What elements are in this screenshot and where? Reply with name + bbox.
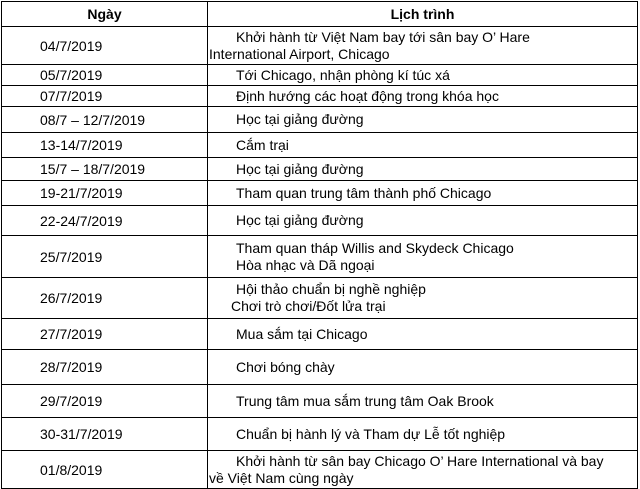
schedule-line: Trung tâm mua sắm trung tâm Oak Brook: [236, 392, 494, 409]
schedule-line: Định hướng các hoạt động trong khóa học: [236, 87, 499, 104]
date-header: Ngày: [2, 2, 208, 27]
table-row: [2, 206, 638, 236]
table-row: [2, 133, 638, 158]
schedule-line: Tới Chicago, nhận phòng kí túc xá: [236, 66, 450, 83]
date-cell: 19-21/7/2019: [2, 181, 208, 206]
schedule-cell: [208, 385, 638, 418]
date-cell: 29/7/2019: [2, 385, 208, 418]
header-row: [2, 2, 638, 27]
schedule-cell: [208, 418, 638, 451]
date-cell: 27/7/2019: [2, 319, 208, 350]
table-row: [2, 107, 638, 133]
date-cell: 25/7/2019: [2, 236, 208, 278]
schedule-line: Tham quan trung tâm thành phố Chicago: [236, 184, 492, 201]
schedule-line: Chơi trò chơi/Đốt lửa trại: [231, 298, 386, 314]
schedule-header: Lịch trình: [208, 2, 638, 27]
date-cell: 15/7 – 18/7/2019: [2, 158, 208, 181]
table-row: [2, 451, 638, 489]
schedule-table: [1, 1, 638, 489]
schedule-cell: [208, 65, 638, 86]
schedule-cell: [208, 27, 638, 65]
schedule-cell: [208, 278, 638, 319]
date-cell: 30-31/7/2019: [2, 418, 208, 451]
schedule-cell: [208, 107, 638, 133]
table-row: [2, 158, 638, 181]
date-cell: 22-24/7/2019: [2, 206, 208, 236]
schedule-cell: [208, 319, 638, 350]
table-row: [2, 278, 638, 319]
table-row: [2, 181, 638, 206]
schedule-line: Cắm trại: [236, 136, 289, 153]
table-row: [2, 65, 638, 86]
table-row: [2, 27, 638, 65]
schedule-line: Tham quan tháp Willis and Skydeck Chicago: [236, 239, 514, 256]
schedule-line: Hòa nhạc và Dã ngoại: [236, 256, 375, 273]
table-row: [2, 319, 638, 350]
schedule-line: Hội thảo chuẩn bị nghề nghiệp: [236, 281, 426, 297]
schedule-line: Khởi hành từ sân bay Chicago O’ Hare International và bay: [236, 452, 604, 469]
date-cell: 28/7/2019: [2, 350, 208, 385]
date-cell: 05/7/2019: [2, 65, 208, 86]
schedule-cell: [208, 206, 638, 236]
schedule-line: Chơi bóng chày: [236, 358, 335, 375]
schedule-cell: [208, 158, 638, 181]
table-row: [2, 418, 638, 451]
schedule-line: Chuẩn bị hành lý và Tham dự Lễ tốt nghiệp: [236, 425, 506, 442]
date-cell: 26/7/2019: [2, 278, 208, 319]
date-cell: 13-14/7/2019: [2, 133, 208, 158]
schedule-line: Học tại giảng đường: [236, 212, 364, 228]
schedule-line: về Việt Nam cùng ngày: [209, 469, 354, 486]
schedule-cell: [208, 350, 638, 385]
schedule-cell: [208, 133, 638, 158]
schedule-cell: [208, 451, 638, 489]
date-cell: 08/7 – 12/7/2019: [2, 107, 208, 133]
date-cell: 01/8/2019: [2, 451, 208, 489]
schedule-cell: [208, 86, 638, 107]
table-row: [2, 385, 638, 418]
table-row: [2, 236, 638, 278]
schedule-line: Mua sắm tại Chicago: [236, 325, 368, 342]
schedule-cell: [208, 236, 638, 278]
schedule-line: Học tại giảng đường: [236, 111, 364, 127]
schedule-line: International Airport, Chicago: [209, 45, 390, 62]
table-row: [2, 86, 638, 107]
date-cell: 07/7/2019: [2, 86, 208, 107]
schedule-line: Học tại giảng đường: [236, 160, 364, 177]
schedule-cell: [208, 181, 638, 206]
schedule-line: Khởi hành từ Việt Nam bay tới sân bay O’ Hare: [236, 28, 530, 45]
date-cell: 04/7/2019: [2, 27, 208, 65]
table-row: [2, 350, 638, 385]
